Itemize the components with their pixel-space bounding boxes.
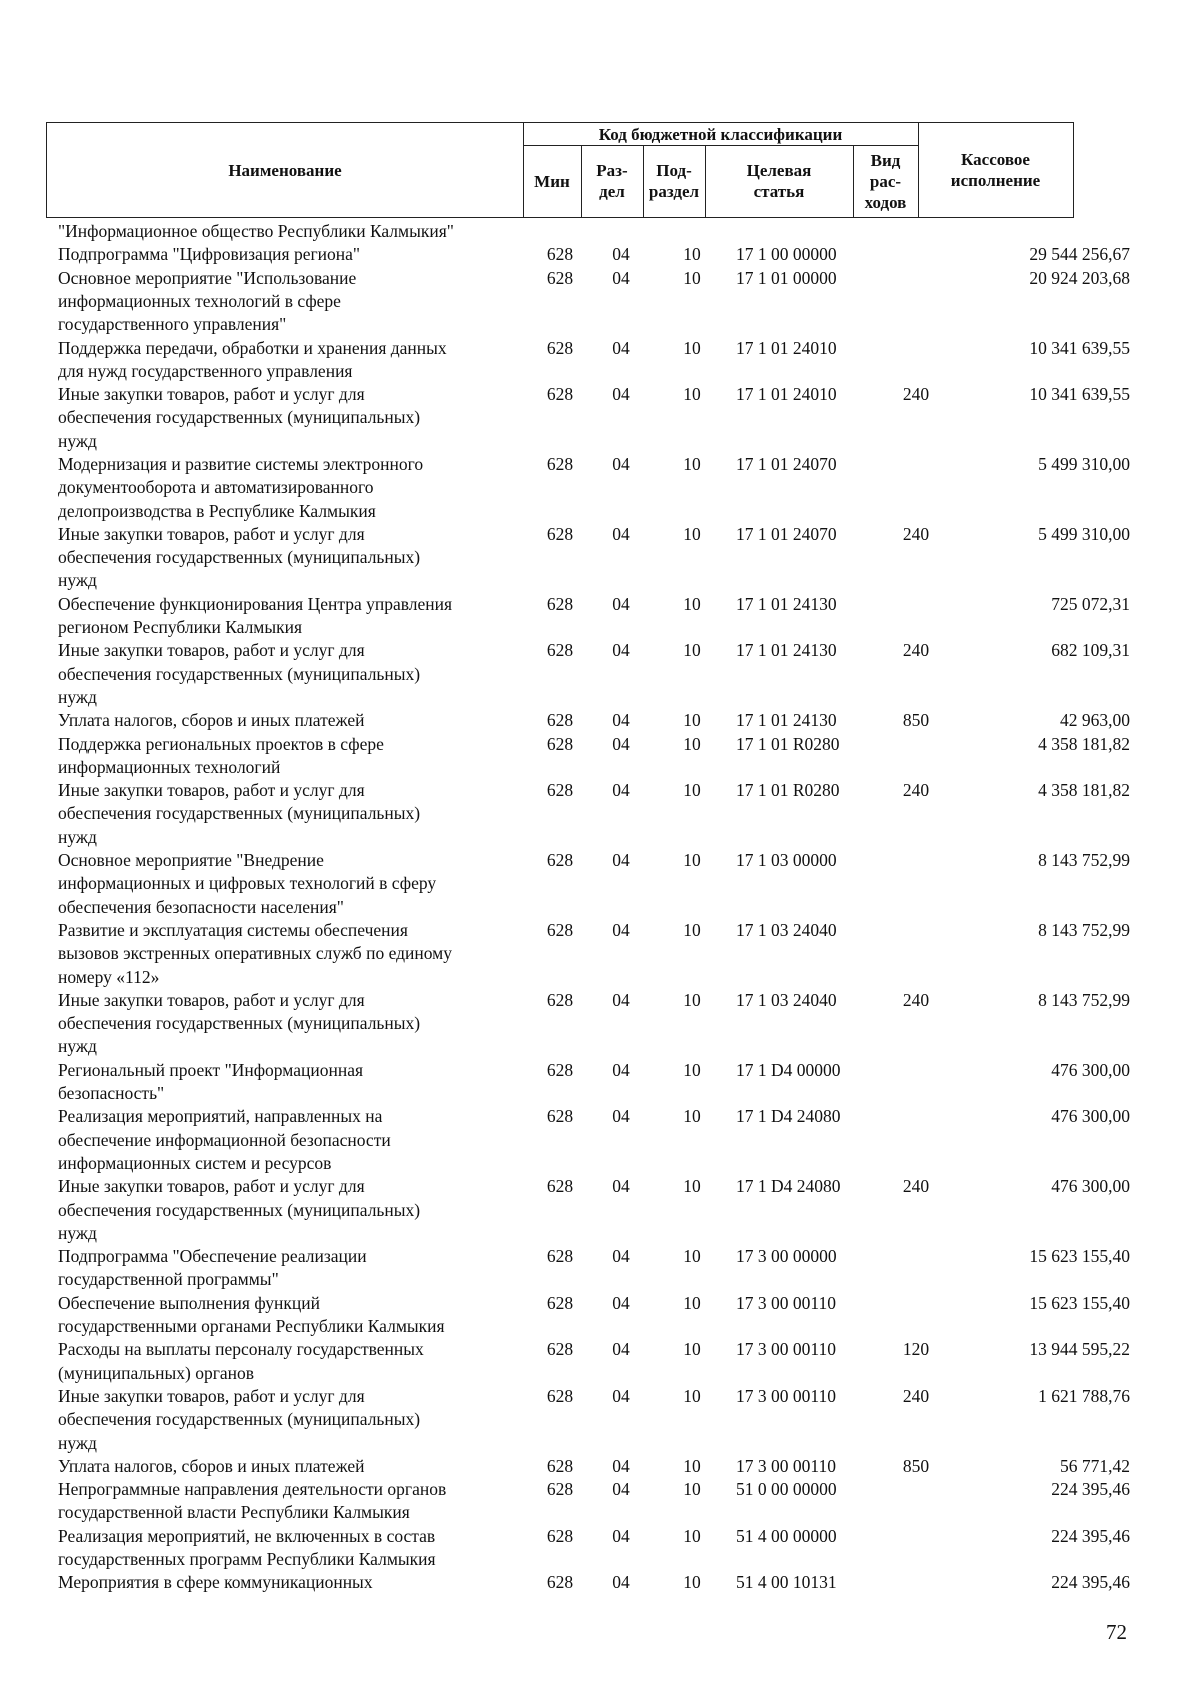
row-name-line: Иные закупки товаров, работ и услуг для [58,523,365,544]
row-name-line: для нужд государственного управления [58,360,353,381]
row-vid: 240 [902,1176,930,1197]
header-min-label: Мин [534,171,570,191]
row-podrazdel: 10 [683,1292,701,1313]
row-celevaya: 17 1 03 24040 [736,989,837,1010]
row-sum: 13 944 595,22 [1029,1339,1130,1360]
row-razdel: 04 [612,920,630,940]
row-name-line: Подпрограмма "Цифровизация региона" [58,244,361,265]
row-name [58,733,528,780]
row-name-line: Непрограммные направления деятельности органов [58,1479,447,1500]
row-sum: 224 395,46 [1051,1572,1130,1593]
row-podrazdel: 10 [683,244,701,265]
row-name-line: Иные закупки товаров, работ и услуг для [58,384,365,405]
row-min: 628 [546,920,574,940]
row-min: 628 [546,1525,574,1546]
row-sum: 224 395,46 [1051,1525,1130,1546]
row-podrazdel: 10 [683,523,701,544]
row-podrazdel: 10 [683,733,701,754]
row-name-line: безопасность" [58,1083,165,1104]
row-vid: 120 [902,1339,930,1360]
table-row [0,1245,1200,1292]
row-podrazdel: 10 [683,1525,701,1546]
row-razdel: 04 [612,1246,630,1267]
row-podrazdel: 10 [683,384,701,405]
row-name-line: "Информационное общество Республики Калмыкия" [58,221,454,241]
row-name-line: государственного управления" [58,314,287,335]
row-sum: 10 341 639,55 [1029,384,1130,405]
row-name [58,709,528,732]
row-min: 628 [546,523,574,544]
header-code-group-label: Код бюджетной классификации [598,124,843,144]
row-sum: 476 300,00 [1051,1059,1130,1080]
row-sum: 4 358 181,82 [1038,780,1130,801]
row-name-line: Уплата налогов, сборов и иных платежей [58,1455,365,1476]
row-name-line: нужд [58,1222,97,1243]
row-name-line: Региональный проект "Информационная [58,1059,364,1080]
row-vid: 240 [902,523,930,544]
row-sum: 476 300,00 [1051,1176,1130,1197]
row-sum: 1 621 788,76 [1038,1386,1130,1406]
table-row [0,383,1200,453]
row-razdel: 04 [612,454,630,474]
row-podrazdel: 10 [683,1059,701,1080]
page-number: 72 [1106,1620,1127,1644]
row-celevaya: 17 1 01 24010 [736,384,837,405]
row-razdel: 04 [612,1572,630,1593]
row-sum: 42 963,00 [1060,710,1130,731]
row-name-line: Мероприятия в сфере коммуникационных [58,1572,373,1593]
row-min: 628 [546,1246,574,1267]
row-podrazdel: 10 [683,989,701,1010]
row-name [58,337,528,384]
row-name-line: вызовов экстренных оперативных служб по единому [58,943,452,964]
row-razdel: 04 [612,1176,630,1197]
row-celevaya: 51 0 00 00000 [736,1479,837,1500]
row-name-line: Поддержка передачи, обработки и хранения данных [58,337,447,358]
row-razdel: 04 [612,1479,630,1500]
row-podrazdel: 10 [683,1246,701,1267]
row-name-line: Обеспечение выполнения функций [58,1292,320,1313]
row-celevaya: 51 4 00 00000 [736,1525,837,1546]
row-podrazdel: 10 [683,710,701,731]
header-min [523,145,581,217]
row-name-line: Обеспечение функционирования Центра управления [58,593,453,614]
row-name-line: Реализация мероприятий, не включенных в состав [58,1525,436,1546]
row-celevaya: 17 1 03 24040 [736,920,837,940]
row-name [58,779,528,849]
row-razdel: 04 [612,733,630,754]
row-min: 628 [546,267,574,288]
row-name-line: государственными органами Республики Калмыкия [58,1316,445,1337]
row-podrazdel: 10 [683,1386,701,1406]
table-row [0,1571,1200,1594]
row-razdel: 04 [612,1059,630,1080]
row-name [58,1478,528,1525]
row-name [58,523,528,593]
row-celevaya: 17 3 00 00110 [736,1339,836,1360]
row-sum: 682 109,31 [1051,640,1130,661]
row-name-line: Подпрограмма "Обеспечение реализации [58,1246,367,1267]
header-celevaya [705,145,853,217]
table-row [0,220,1200,243]
row-celevaya: 17 1 D4 00000 [736,1059,841,1080]
table-row [0,989,1200,1059]
table-row [0,267,1200,337]
row-name-line: обеспечения государственных (муниципальных) [58,407,421,428]
row-podrazdel: 10 [683,920,701,940]
table-row [0,733,1200,780]
row-razdel: 04 [612,523,630,544]
row-name-line: Иные закупки товаров, работ и услуг для [58,780,365,801]
table-row [0,1478,1200,1525]
row-name-line: Иные закупки товаров, работ и услуг для [58,1386,365,1406]
row-min: 628 [546,1106,574,1127]
row-sum: 15 623 155,40 [1029,1246,1130,1267]
row-min: 628 [546,593,574,614]
table-row [0,1105,1200,1175]
row-name [58,1455,528,1478]
row-vid: 240 [902,780,930,801]
row-min: 628 [546,384,574,405]
row-name [58,849,528,919]
header-vid-line: Вид [870,150,901,170]
header-razdel-line: Раз- [596,161,628,180]
table-row [0,639,1200,709]
row-razdel: 04 [612,384,630,405]
row-celevaya: 17 1 01 R0280 [736,733,840,754]
row-name [58,1525,528,1572]
row-celevaya: 17 1 D4 24080 [736,1106,841,1127]
row-sum: 20 924 203,68 [1029,267,1130,288]
row-podrazdel: 10 [683,267,701,288]
row-name-line: Уплата налогов, сборов и иных платежей [58,710,365,731]
row-name-line: обеспечения государственных (муниципальных) [58,1199,421,1220]
row-razdel: 04 [612,1292,630,1313]
table-row [0,1059,1200,1106]
row-name-line: обеспечения государственных (муниципальных) [58,547,421,568]
row-sum: 56 771,42 [1060,1455,1130,1476]
row-name-line: Реализация мероприятий, направленных на [58,1106,383,1127]
row-sum: 10 341 639,55 [1029,337,1130,358]
row-celevaya: 17 1 01 24010 [736,337,837,358]
row-celevaya: 17 1 01 24130 [736,640,837,661]
row-name-line: Иные закупки товаров, работ и услуг для [58,1176,365,1197]
table-row [0,337,1200,384]
row-min: 628 [546,1292,574,1313]
row-name-line: информационных технологий [58,756,281,777]
row-min: 628 [546,244,574,265]
row-name-line: Поддержка региональных проектов в сфере [58,733,384,754]
row-celevaya: 17 3 00 00000 [736,1246,837,1267]
row-name-line: Иные закупки товаров, работ и услуг для [58,989,365,1010]
row-name-line: информационных технологий в сфере [58,290,341,311]
row-min: 628 [546,1479,574,1500]
row-name-line: обеспечение информационной безопасности [58,1129,391,1150]
row-sum: 15 623 155,40 [1029,1292,1130,1313]
row-name [58,1175,528,1245]
row-name-line: государственной программы" [58,1269,279,1290]
row-name [58,1105,528,1175]
row-sum: 224 395,46 [1051,1479,1130,1500]
row-name-line: нужд [58,1036,97,1057]
row-min: 628 [546,337,574,358]
row-razdel: 04 [612,1106,630,1127]
row-vid: 240 [902,384,930,405]
row-name [58,639,528,709]
row-podrazdel: 10 [683,1339,701,1360]
row-sum: 8 143 752,99 [1038,989,1130,1010]
row-podrazdel: 10 [683,640,701,661]
row-razdel: 04 [612,337,630,358]
row-name-line: обеспечения государственных (муниципальных) [58,1013,421,1034]
header-code-group [523,123,918,145]
row-name-line: Основное мероприятие "Использование [58,267,357,288]
header-podrazdel-line: раздел [648,182,700,201]
row-razdel: 04 [612,1386,630,1406]
row-podrazdel: 10 [683,1479,701,1500]
row-name-line: Модернизация и развитие системы электронного [58,454,424,474]
row-min: 628 [546,454,574,474]
row-sum: 5 499 310,00 [1038,454,1130,474]
row-name-line: информационных систем и ресурсов [58,1152,332,1173]
row-name-line: делопроизводства в Республике Калмыкия [58,500,376,521]
row-name [58,1385,528,1455]
header-vid-line: ходов [864,192,907,212]
row-name-line: регионом Республики Калмыкия [58,617,303,638]
table-row [0,1525,1200,1572]
row-min: 628 [546,1386,574,1406]
row-min: 628 [546,850,574,871]
row-name-line: государственной власти Республики Калмыкия [58,1502,410,1523]
header-kassa-line: исполнение [950,171,1041,190]
row-name [58,243,528,266]
row-podrazdel: 10 [683,1106,701,1127]
table-row [0,593,1200,640]
row-razdel: 04 [612,267,630,288]
row-name-line: нужд [58,430,97,451]
row-min: 628 [546,640,574,661]
row-min: 628 [546,1339,574,1360]
row-vid: 850 [902,1455,930,1476]
row-min: 628 [546,710,574,731]
row-razdel: 04 [612,1525,630,1546]
row-name [58,1245,528,1292]
header-vid-line: рас- [869,171,902,191]
table-row [0,243,1200,266]
row-celevaya: 17 3 00 00110 [736,1292,836,1313]
row-name-line: обеспечения государственных (муниципальных) [58,1409,421,1430]
row-name-line: нужд [58,686,97,707]
row-celevaya: 17 1 01 24070 [736,454,837,474]
row-celevaya: 17 3 00 00110 [736,1386,836,1406]
row-vid: 240 [902,640,930,661]
row-name-line: нужд [58,570,97,591]
row-name [58,1292,528,1339]
row-name-line: обеспечения государственных (муниципальных) [58,803,421,824]
row-razdel: 04 [612,780,630,801]
table-row [0,1338,1200,1385]
row-name [58,1338,528,1385]
table-row [0,919,1200,989]
row-podrazdel: 10 [683,1572,701,1593]
row-sum: 4 358 181,82 [1038,733,1130,754]
row-name-line: номеру «112» [58,966,160,987]
row-celevaya: 17 1 D4 24080 [736,1176,841,1197]
row-name-line: нужд [58,1432,97,1453]
row-sum: 29 544 256,67 [1029,244,1130,265]
row-name [58,593,528,640]
row-vid: 240 [902,989,930,1010]
row-min: 628 [546,1059,574,1080]
row-razdel: 04 [612,593,630,614]
row-razdel: 04 [612,1339,630,1360]
row-celevaya: 17 1 01 24130 [736,593,837,614]
row-name [58,989,528,1059]
row-celevaya: 51 4 00 10131 [736,1572,837,1593]
row-razdel: 04 [612,640,630,661]
row-celevaya: 17 1 01 24070 [736,523,837,544]
row-sum: 476 300,00 [1051,1106,1130,1127]
row-vid: 240 [902,1386,930,1406]
header-name-label: Наименование [228,160,342,180]
row-name-line: государственных программ Республики Калмыкия [58,1549,436,1570]
row-min: 628 [546,1176,574,1197]
row-sum: 725 072,31 [1051,593,1130,614]
row-name-line: Расходы на выплаты персоналу государственных [58,1339,424,1360]
row-podrazdel: 10 [683,454,701,474]
row-razdel: 04 [612,244,630,265]
row-min: 628 [546,1572,574,1593]
row-podrazdel: 10 [683,337,701,358]
row-name [58,919,528,989]
header-kassa [918,123,1073,217]
table-row [0,523,1200,593]
row-min: 628 [546,780,574,801]
header-kassa-line: Кассовое [961,150,1030,169]
row-razdel: 04 [612,1455,630,1476]
row-name [58,383,528,453]
row-name-line: документооборота и автоматизированного [58,477,374,498]
table-row [0,709,1200,732]
row-min: 628 [546,733,574,754]
header-podrazdel [643,145,705,217]
header-razdel [581,145,643,217]
row-name-line: Основное мероприятие "Внедрение [58,850,324,871]
row-celevaya: 17 3 00 00110 [736,1455,836,1476]
table-row [0,1455,1200,1478]
row-name [58,1059,528,1106]
row-name-line: обеспечения безопасности населения" [58,896,344,917]
row-name-line: Развитие и эксплуатация системы обеспечения [58,920,408,940]
row-podrazdel: 10 [683,1176,701,1197]
row-name-line: информационных и цифровых технологий в сферу [58,873,437,894]
row-razdel: 04 [612,850,630,871]
row-name [58,1571,528,1594]
row-podrazdel: 10 [683,593,701,614]
table-header [46,122,1074,218]
row-name [58,220,528,243]
row-podrazdel: 10 [683,1455,701,1476]
row-name [58,267,528,337]
row-min: 628 [546,1455,574,1476]
row-podrazdel: 10 [683,780,701,801]
row-name-line: Иные закупки товаров, работ и услуг для [58,640,365,661]
header-celevaya-line: Целевая [746,161,812,180]
row-razdel: 04 [612,710,630,731]
header-celevaya-line: статья [753,182,805,201]
row-name-line: нужд [58,826,97,847]
table-row [0,1385,1200,1455]
row-name-line: (муниципальных) органов [58,1362,255,1383]
table-row [0,1292,1200,1339]
row-celevaya: 17 1 03 00000 [736,850,837,871]
table-row [0,849,1200,919]
row-celevaya: 17 1 00 00000 [736,244,837,265]
row-celevaya: 17 1 01 R0280 [736,780,840,801]
header-name [47,123,523,217]
row-razdel: 04 [612,989,630,1010]
header-vid [853,145,918,217]
row-celevaya: 17 1 01 00000 [736,267,837,288]
header-podrazdel-line: Под- [656,161,692,180]
row-name-line: обеспечения государственных (муниципальных) [58,663,421,684]
row-vid: 850 [902,710,930,731]
header-razdel-line: дел [599,182,625,201]
row-celevaya: 17 1 01 24130 [736,710,837,731]
table-row [0,779,1200,849]
table-row [0,1175,1200,1245]
row-sum: 8 143 752,99 [1038,850,1130,871]
table-row [0,453,1200,523]
row-min: 628 [546,989,574,1010]
row-name [58,453,528,523]
row-sum: 5 499 310,00 [1038,523,1130,544]
row-sum: 8 143 752,99 [1038,920,1130,940]
row-podrazdel: 10 [683,850,701,871]
